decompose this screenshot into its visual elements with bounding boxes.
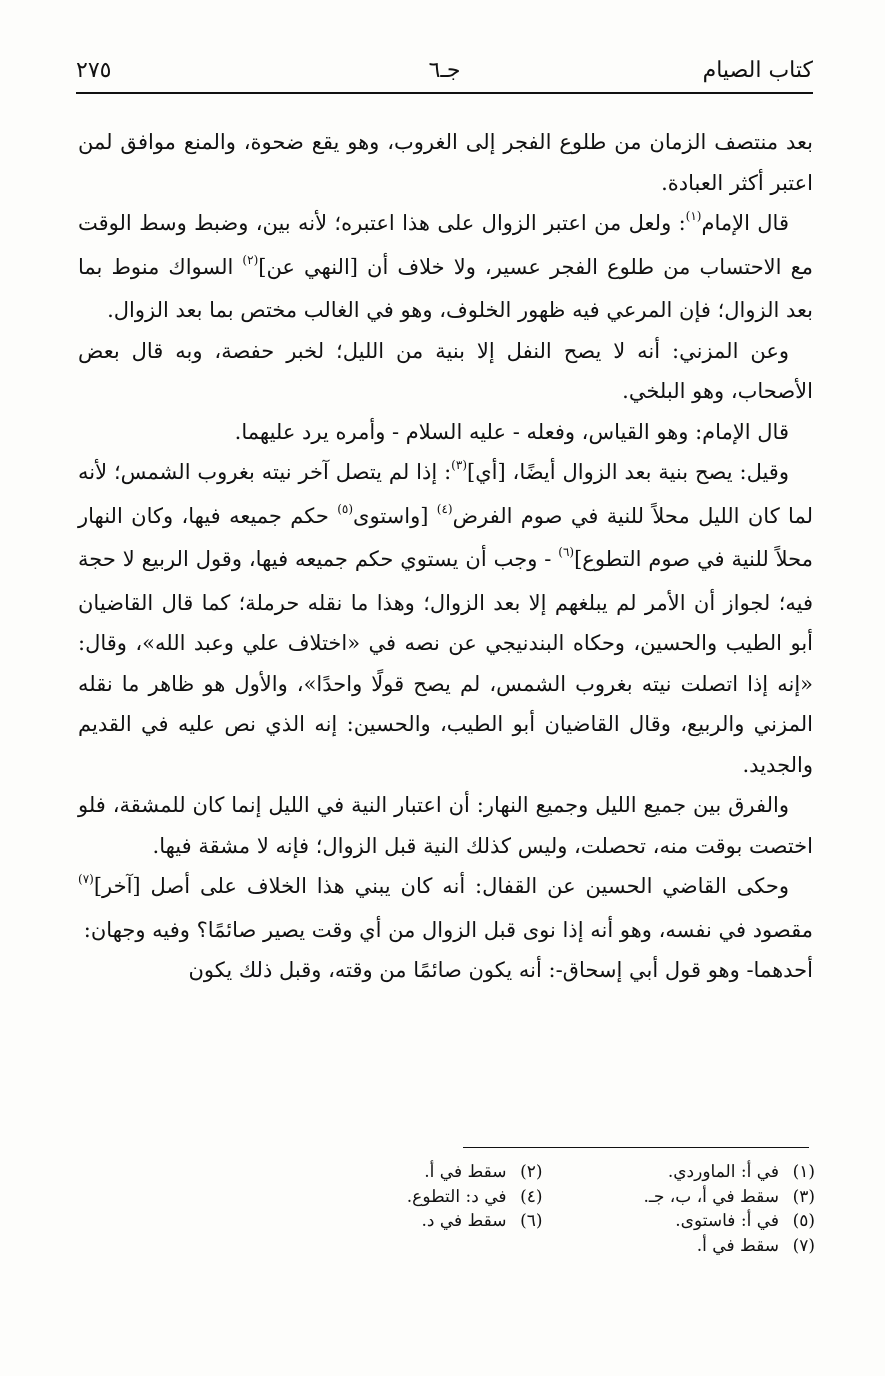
paragraph-5-text-e: - وجب أن يستوي حكم جميعه فيها، وقول الربيع لا حجة فيه؛ لجواز أن الأمر لم يبلغهم إلا بعد الزوال؛ وهذا ما نقله حرملة؛ كما قال القاضيان أبو الطيب والحسين، وحكاه البندنيجي عن نصه في «اختلاف علي وعبد الله»، وقال: «إنه إذا اتصلت نيته بغروب الشمس، لم يصح قولًا واحدًا»، والأول هو ظاهر ما نقله المزني والربيع، وقال القاضيان أبو الطيب، والحسين: إنه الذي نص عليه في القديم والجديد.	[78, 547, 813, 777]
footnote-2	[300, 1160, 543, 1185]
footnote-number: (٤)	[520, 1186, 543, 1207]
page-header	[76, 52, 813, 94]
footnote-number: (٣)	[792, 1186, 815, 1207]
footnote-1	[573, 1160, 816, 1185]
footnote-number: (٧)	[792, 1235, 815, 1256]
paragraph-7	[78, 866, 813, 950]
footnote-number: (٢)	[520, 1162, 543, 1182]
footnote-text: سقط في أ.	[696, 1235, 779, 1256]
footnote-number: (٦)	[520, 1211, 543, 1231]
paragraph-7-text-a: وحكى القاضي الحسين عن القفال: أنه كان يبني هذا الخلاف على أصل [آخر]	[93, 874, 789, 898]
footnote-5	[573, 1209, 816, 1234]
paragraph-2-text-c: السواك منوط بما بعد الزوال؛ فإن المرعي فيه ظهور الخلوف، وهو في الغالب مختص بما بعد الزوال.	[78, 254, 813, 322]
footnote-6	[300, 1209, 543, 1234]
paragraph-5-text-a: وقيل: يصح بنية بعد الزوال أيضًا، [أي]	[467, 460, 789, 484]
paragraph-5-text-d: حكم جميعه فيها، وكان النهار محلاً للنية في صوم التطوع]	[78, 503, 813, 571]
footnote-ref-1: (١)	[685, 209, 702, 223]
paragraph-4: قال الإمام: وهو القياس، وفعله - عليه السلام - وأمره يرد عليهما.	[234, 419, 789, 444]
paragraph-8: أحدهما- وهو قول أبي إسحاق-: أنه يكون صائمًا من وقته، وقبل ذلك يكون	[188, 958, 813, 982]
volume-label: جـ٦	[428, 58, 461, 83]
footnote-ref-6: (٦)	[558, 545, 575, 559]
paragraph-3: وعن المزني: أنه لا يصح النفل إلا بنية من الليل؛ لخبر حفصة، وبه قال بعض الأصحاب، وهو البلخي.	[78, 338, 813, 403]
footnote-text: سقط في د.	[421, 1211, 507, 1231]
paragraph-5	[78, 452, 813, 785]
book-title: كتاب الصيام	[702, 58, 813, 83]
footnote-ref-4: (٤)	[436, 501, 453, 516]
paragraph-1: بعد منتصف الزمان من طلوع الفجر إلى الغروب، وهو يقع ضحوة، والمنع موافق لمن اعتبر أكثر العبادة.	[78, 130, 813, 195]
footnote-text: في أ: الماوردي.	[667, 1162, 779, 1182]
paragraph-2	[78, 203, 813, 331]
footnote-number: (٥)	[792, 1211, 815, 1231]
footnote-text: سقط في أ.	[424, 1162, 507, 1182]
paragraph-6: والفرق بين جميع الليل وجميع النهار: أن اعتبار النية في الليل إنما كان للمشقة، فلو اختصت بوقت منه، تحصلت، وليس كذلك النية قبل الزوال؛ فإنه لا مشقة فيها.	[78, 793, 813, 858]
footnote-text: في أ: فاستوى.	[675, 1211, 779, 1231]
footnote-text: سقط في أ، ب، جـ.	[643, 1186, 779, 1207]
footnote-7	[573, 1234, 816, 1259]
main-text	[78, 122, 813, 991]
paragraph-2-text-b: : ولعل من اعتبر الزوال على هذا اعتبره؛ لأنه بين، وضبط وسط الوقت مع الاحتساب من طلوع الفجر عسير، ولا خلاف أن [النهي عن]	[78, 211, 813, 279]
paragraph-2-text-a: قال الإمام	[701, 211, 789, 235]
footnote-ref-3: (٣)	[451, 458, 467, 472]
paragraph-7-text-b: مقصود في نفسه، وهو أنه إذا نوى قبل الزوال من أي وقت يصير صائمًا؟ وفيه وجهان:	[83, 917, 813, 942]
footnote-3	[573, 1185, 816, 1210]
footnote-ref-2: (٢)	[242, 252, 259, 267]
footnote-ref-7: (٧)	[78, 872, 94, 886]
footnote-ref-5: (٥)	[337, 501, 354, 516]
footnote-4	[300, 1185, 543, 1210]
footnote-separator	[463, 1147, 809, 1148]
paragraph-5-text-c: [واستوى	[353, 503, 437, 528]
footnotes	[300, 1160, 815, 1258]
footnote-number: (١)	[792, 1162, 815, 1182]
footnote-text: في د: التطوع.	[406, 1186, 507, 1207]
paragraph-5-text-b: : إذا لم يتصل آخر نيته بغروب الشمس؛ لأنه لما كان الليل محلاً للنية في صوم الفرض	[78, 460, 813, 528]
page-number: ٢٧٥	[76, 58, 112, 83]
